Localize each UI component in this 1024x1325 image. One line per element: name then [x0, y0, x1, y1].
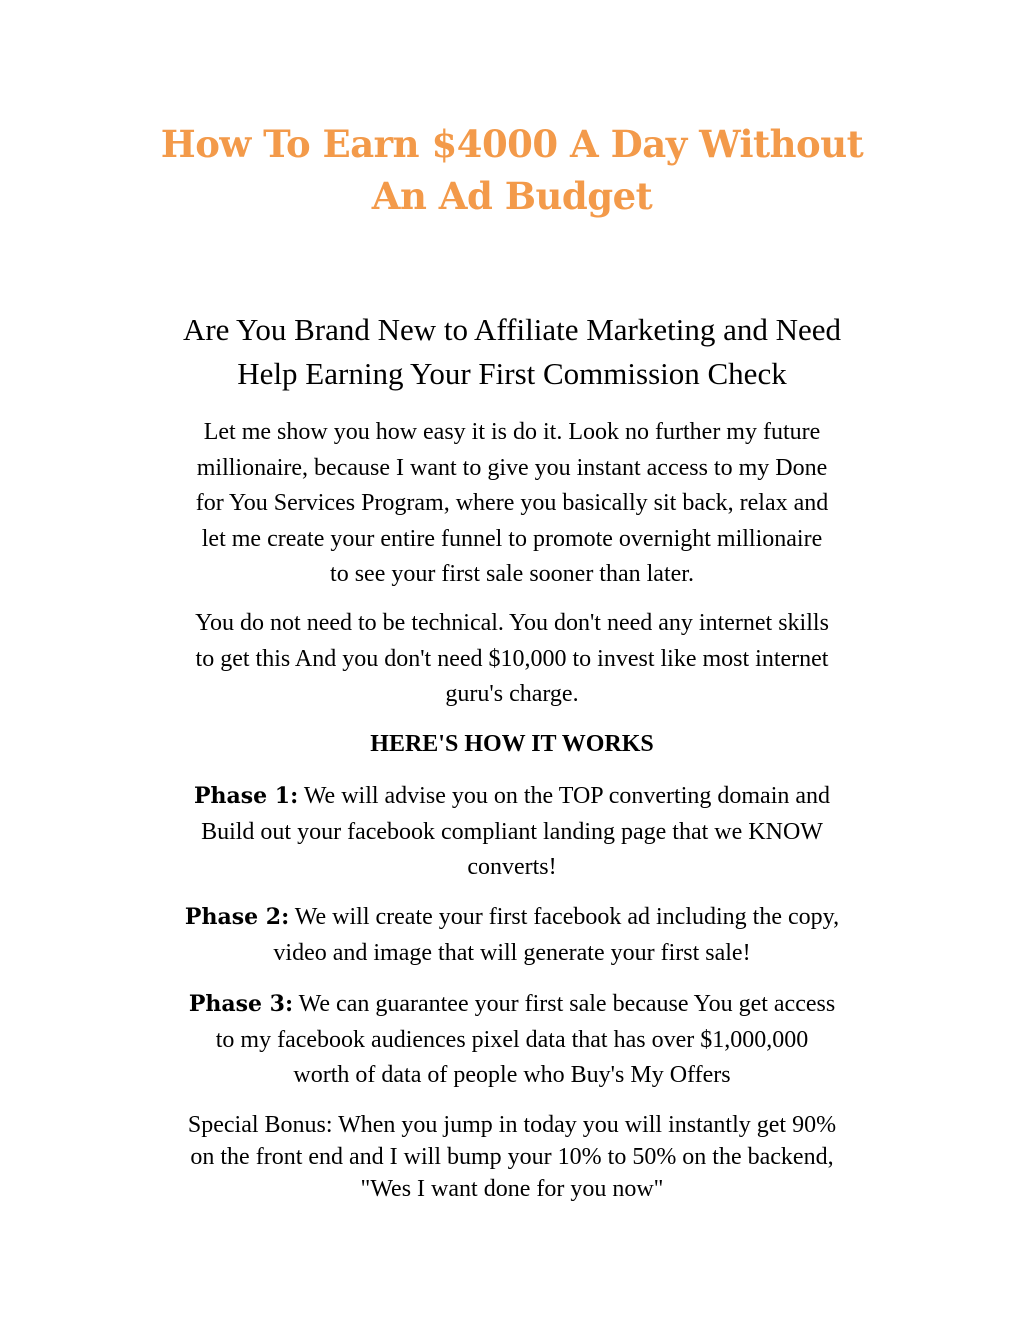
phase-1-label: Phase 1:: [193, 783, 299, 809]
phase-1-text: We will advise you on the TOP converting domain and: [303, 783, 831, 809]
title-line-1: How To Earn $4000 A Day Without: [160, 122, 864, 166]
phase-1-paragraph: [92, 779, 932, 886]
intro-line: millionaire, because I want to give you instant access to my Done: [196, 454, 828, 481]
bonus-line: Special Bonus: When you jump in today you will instantly get 90%: [187, 1112, 837, 1138]
phase-3-line: to my facebook audiences pixel data that has over $1,000,000: [215, 1026, 809, 1053]
phase-3-line: worth of data of people who Buy's My Offers: [293, 1062, 731, 1088]
no-skills-paragraph: [92, 606, 932, 713]
page-title: [112, 118, 912, 222]
intro-line: Let me show you how easy it is do it. Look no further my future: [203, 419, 821, 445]
bonus-line: on the front end and I will bump your 10% to 50% on the backend,: [190, 1144, 834, 1170]
phase-1-line: [92, 779, 932, 815]
intro-line: to see your first sale sooner than later.: [330, 561, 694, 587]
phase-2-text: We will create your first facebook ad including the copy,: [294, 904, 840, 930]
phase-2-label: Phase 2:: [184, 904, 290, 930]
how-it-works-heading: HERE'S HOW IT WORKS: [370, 731, 654, 757]
intro-line: let me create your entire funnel to promote overnight millionaire: [201, 525, 823, 552]
phase-3-paragraph: [92, 987, 932, 1094]
special-bonus-paragraph: [92, 1109, 932, 1205]
phase-2-line: [92, 900, 932, 936]
intro-line: for You Services Program, where you basically sit back, relax and: [195, 490, 829, 516]
phase-2-paragraph: [92, 900, 932, 971]
phase-3-text: We can guarantee your first sale because You get access: [298, 991, 836, 1017]
bonus-line: "Wes I want done for you now": [360, 1176, 664, 1202]
phase-3-label: Phase 3:: [188, 991, 294, 1017]
phase-1-line: Build out your facebook compliant landing page that we KNOW: [201, 818, 823, 845]
page-subtitle: [92, 308, 932, 396]
no-skills-line: to get this And you don't need $10,000 to invest like most internet: [195, 645, 829, 672]
title-line-2: An Ad Budget: [371, 174, 653, 218]
phase-1-line: converts!: [467, 854, 557, 880]
intro-paragraph: [92, 415, 932, 593]
no-skills-line: You do not need to be technical. You don't need any internet skills: [195, 610, 829, 636]
phase-2-line: video and image that will generate your first sale!: [273, 939, 751, 966]
subtitle-line-1: Are You Brand New to Affiliate Marketing and Need: [182, 312, 842, 347]
subtitle-line-2: Help Earning Your First Commission Check: [237, 356, 787, 391]
no-skills-line: guru's charge.: [445, 681, 579, 707]
phase-3-line: [92, 987, 932, 1023]
